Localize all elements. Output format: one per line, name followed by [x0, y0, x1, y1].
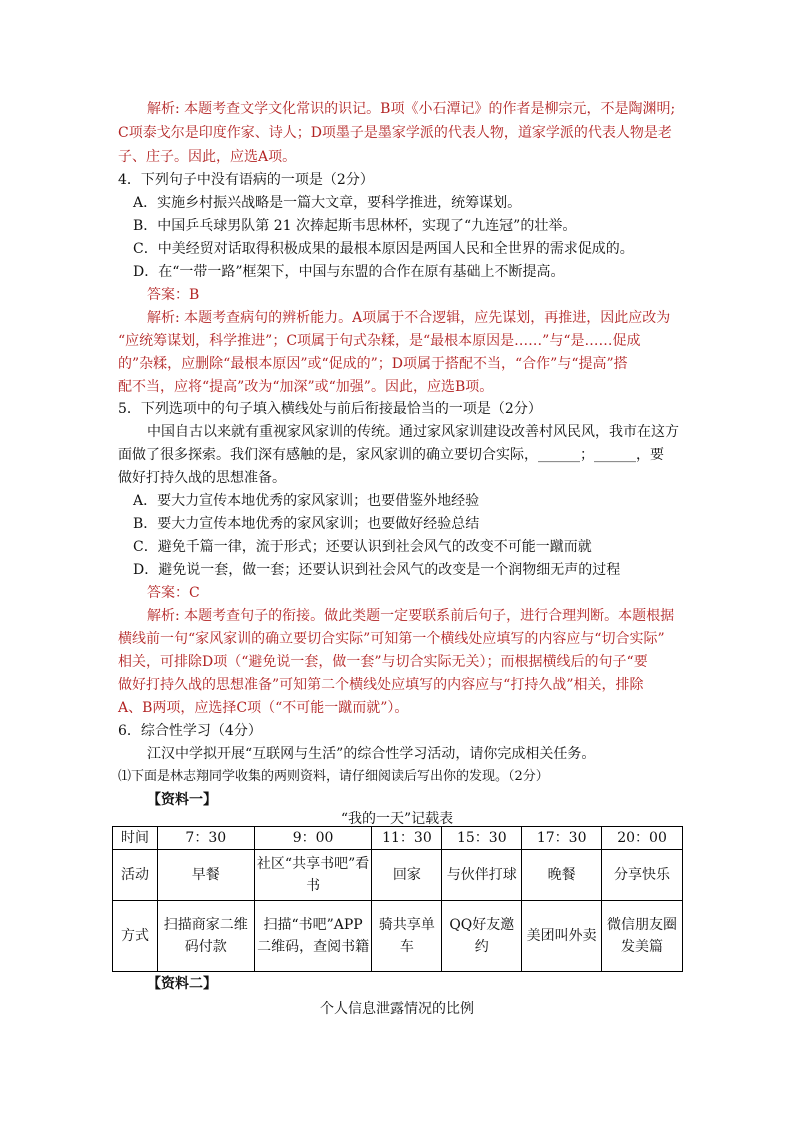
text-line: 面做了很多探索。我们深有感触的是，家风家训的确立要切合实际，______；______，要 — [118, 447, 664, 463]
table-cell: 20：00 — [602, 827, 683, 850]
text-line: C．避免千篇一律，流于形式；还要认识到社会风气的改变不可能一蹴而就 — [133, 539, 592, 555]
table-cell: 分享快乐 — [602, 850, 683, 901]
table-cell: 17：30 — [522, 827, 602, 850]
daily-record-table — [112, 826, 683, 972]
text-line: A．实施乡村振兴战略是一篇大文章，要科学推进，统筹谋划。 — [133, 195, 522, 211]
text-line: 4．下列句子中没有语病的一项是（2分） — [118, 172, 374, 188]
text-line: D．避免说一套，做一套；还要认识到社会风气的改变是一个润物细无声的过程 — [133, 562, 621, 578]
table-cell: 晚餐 — [522, 850, 602, 901]
table-cell: 回家 — [372, 850, 442, 901]
text-line: 相关，可排除D项（“避免说一套，做一套”与切合实际无关）；而根据横线后的句子“要 — [118, 654, 648, 670]
table-cell: 15：30 — [442, 827, 522, 850]
text-line: 解析: 本题考查病句的辨析能力。A项属于不合逻辑，应先谋划，再推进，因此应改为 — [147, 310, 671, 326]
text-line: 子、庄子。因此，应选A项。 — [118, 149, 297, 165]
table-cell: 美团叫外卖 — [522, 901, 602, 972]
text-line: A．要大力宣传本地优秀的家风家训；也要借鉴外地经验 — [133, 493, 480, 509]
text-line: 配不当，应将“提高”改为“加深”或“加强”。因此，应选B项。 — [118, 379, 494, 395]
text-line: “我的一天”记载表 — [340, 811, 454, 827]
text-line: D．在“一带一路”框架下，中国与东盟的合作在原有基础上不断提高。 — [133, 264, 565, 280]
table-cell: 活动 — [113, 850, 158, 901]
text-line: 解析: 本题考查句子的衔接。做此类题一定要联系前后句子，进行合理判断。本题根据 — [147, 608, 675, 624]
table-cell: 早餐 — [157, 850, 254, 901]
table-cell: QQ好友邀约 — [442, 901, 522, 972]
table-cell: 时间 — [113, 827, 158, 850]
table-cell: 11：30 — [372, 827, 442, 850]
text-line: 做好打持久战的思想准备”可知第二个横线处应填写的内容应与“打持久战”相关，排除 — [118, 677, 644, 693]
text-line: B．要大力宣传本地优秀的家风家训；也要做好经验总结 — [133, 516, 480, 532]
text-line: ⑴下面是林志翔同学收集的两则资料，请仔细阅读后写出你的发现。（2分） — [118, 769, 549, 784]
table-row — [113, 827, 683, 850]
text-line: 江汉中学拟开展“互联网与生活”的综合性学习活动，请你完成相关任务。 — [147, 746, 596, 762]
table-cell: 骑共享单车 — [372, 901, 442, 972]
table-cell: 7：30 — [157, 827, 254, 850]
text-line: 【资料二】 — [147, 976, 217, 992]
text-line: 做好打持久战的思想准备。 — [118, 470, 286, 486]
text-line: 中国自古以来就有重视家风家训的传统。通过家风家训建设改善村风民风，我市在这方 — [147, 424, 679, 440]
table-cell: 社区“共享书吧”看书 — [254, 850, 372, 901]
text-line: 的”杂糅，应删除“最根本原因”或“促成的”；D项属于搭配不当，“合作”与“提高”搭 — [118, 356, 628, 372]
text-line: 个人信息泄露情况的比例 — [320, 1001, 474, 1017]
text-line: B．中国乒乓球男队第 21 次捧起斯韦思林杯，实现了“九连冠”的壮举。 — [133, 218, 577, 234]
text-line: C．中美经贸对话取得积极成果的最根本原因是两国人民和全世界的需求促成的。 — [133, 241, 634, 257]
table-cell: 9：00 — [254, 827, 372, 850]
text-line: A、B两项，应选择C项（“不可能一蹴而就”）。 — [118, 700, 409, 716]
text-line: 答案：B — [147, 287, 200, 303]
text-line: 5．下列选项中的句子填入横线处与前后衔接最恰当的一项是（2分） — [118, 401, 542, 417]
table-cell: 扫描商家二维码付款 — [157, 901, 254, 972]
table-row — [113, 901, 683, 972]
table-row — [113, 850, 683, 901]
table-cell: 与伙伴打球 — [442, 850, 522, 901]
text-line: 【资料一】 — [147, 792, 217, 808]
text-line: 解析: 本题考查文学文化常识的识记。B项《小石潭记》的作者是柳宗元，不是陶渊明; — [147, 101, 676, 117]
table-cell: 方式 — [113, 901, 158, 972]
table-cell: 微信朋友圈发美篇 — [602, 901, 683, 972]
table-cell: 扫描“书吧”APP二维码，查阅书籍 — [254, 901, 372, 972]
text-line: C项泰戈尔是印度作家、诗人；D项墨子是墨家学派的代表人物，道家学派的代表人物是老 — [118, 125, 672, 141]
text-line: 横线前一句“家风家训的确立要切合实际”可知第一个横线处应填写的内容应与“切合实际” — [118, 631, 665, 647]
text-line: 答案：C — [147, 585, 200, 601]
text-line: “应统筹谋划，科学推进”；C项属于句式杂糅，是“最根本原因是……”与“是……促成 — [118, 333, 641, 349]
text-line: 6．综合性学习（4分） — [118, 723, 262, 739]
